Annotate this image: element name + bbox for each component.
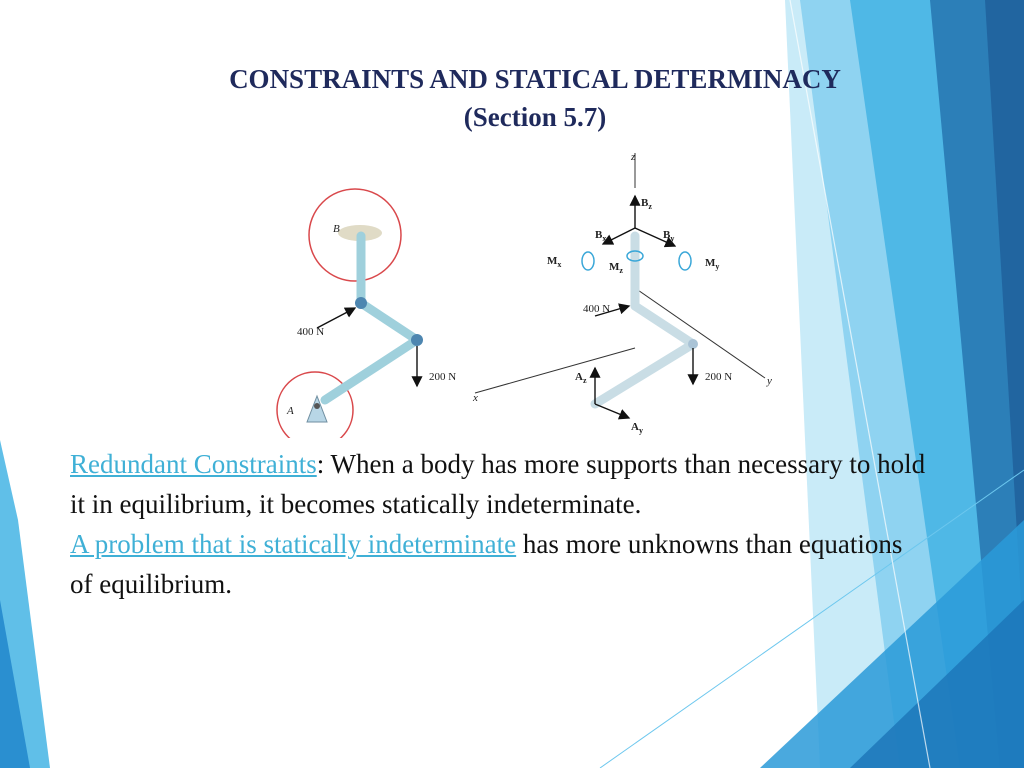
pipe-support-figure	[265, 148, 795, 438]
label-bz: $B_z$	[641, 197, 652, 211]
axis-z-label: z	[631, 151, 636, 163]
label-mx: $M_x$	[547, 255, 562, 269]
slide-title	[120, 60, 950, 136]
paragraph-2-text: has more unknowns than equations of equilibrium.	[70, 529, 903, 599]
label-az: $A_z$	[575, 371, 587, 385]
axis-y-label: y	[767, 375, 772, 387]
paragraph-1-text: : When a body has more supports than necessary to hold it in equilibrium, it becomes statically indeterminate.	[70, 449, 926, 519]
label-b: B	[333, 223, 340, 235]
body-text	[70, 444, 930, 604]
paragraph-redundant-constraints	[70, 444, 930, 524]
label-bx: $B_x$	[595, 229, 607, 243]
left-diagram	[277, 189, 456, 438]
axis-x-label: x	[473, 392, 478, 404]
title-line-2: (Section 5.7)	[463, 102, 607, 132]
label-by: $B_y$	[663, 229, 675, 243]
title-line-1: CONSTRAINTS AND STATICAL DETERMINACY	[229, 64, 841, 94]
paragraph-statically-indeterminate	[70, 524, 930, 604]
label-right-400n: 400 N	[583, 303, 611, 315]
label-my: $M_y$	[705, 257, 720, 271]
label-left-400n: 400 N	[297, 326, 325, 338]
statically-indeterminate-link[interactable]: A problem that is statically indeterminate	[70, 529, 517, 559]
label-right-200n: 200 N	[705, 371, 733, 383]
label-a: A	[287, 405, 294, 417]
redundant-constraints-link[interactable]: Redundant Constraints	[70, 449, 317, 479]
label-mz: $M_z$	[609, 261, 623, 275]
right-diagram	[472, 151, 772, 435]
label-ay: $A_y$	[631, 421, 643, 435]
label-left-200n: 200 N	[429, 371, 457, 383]
